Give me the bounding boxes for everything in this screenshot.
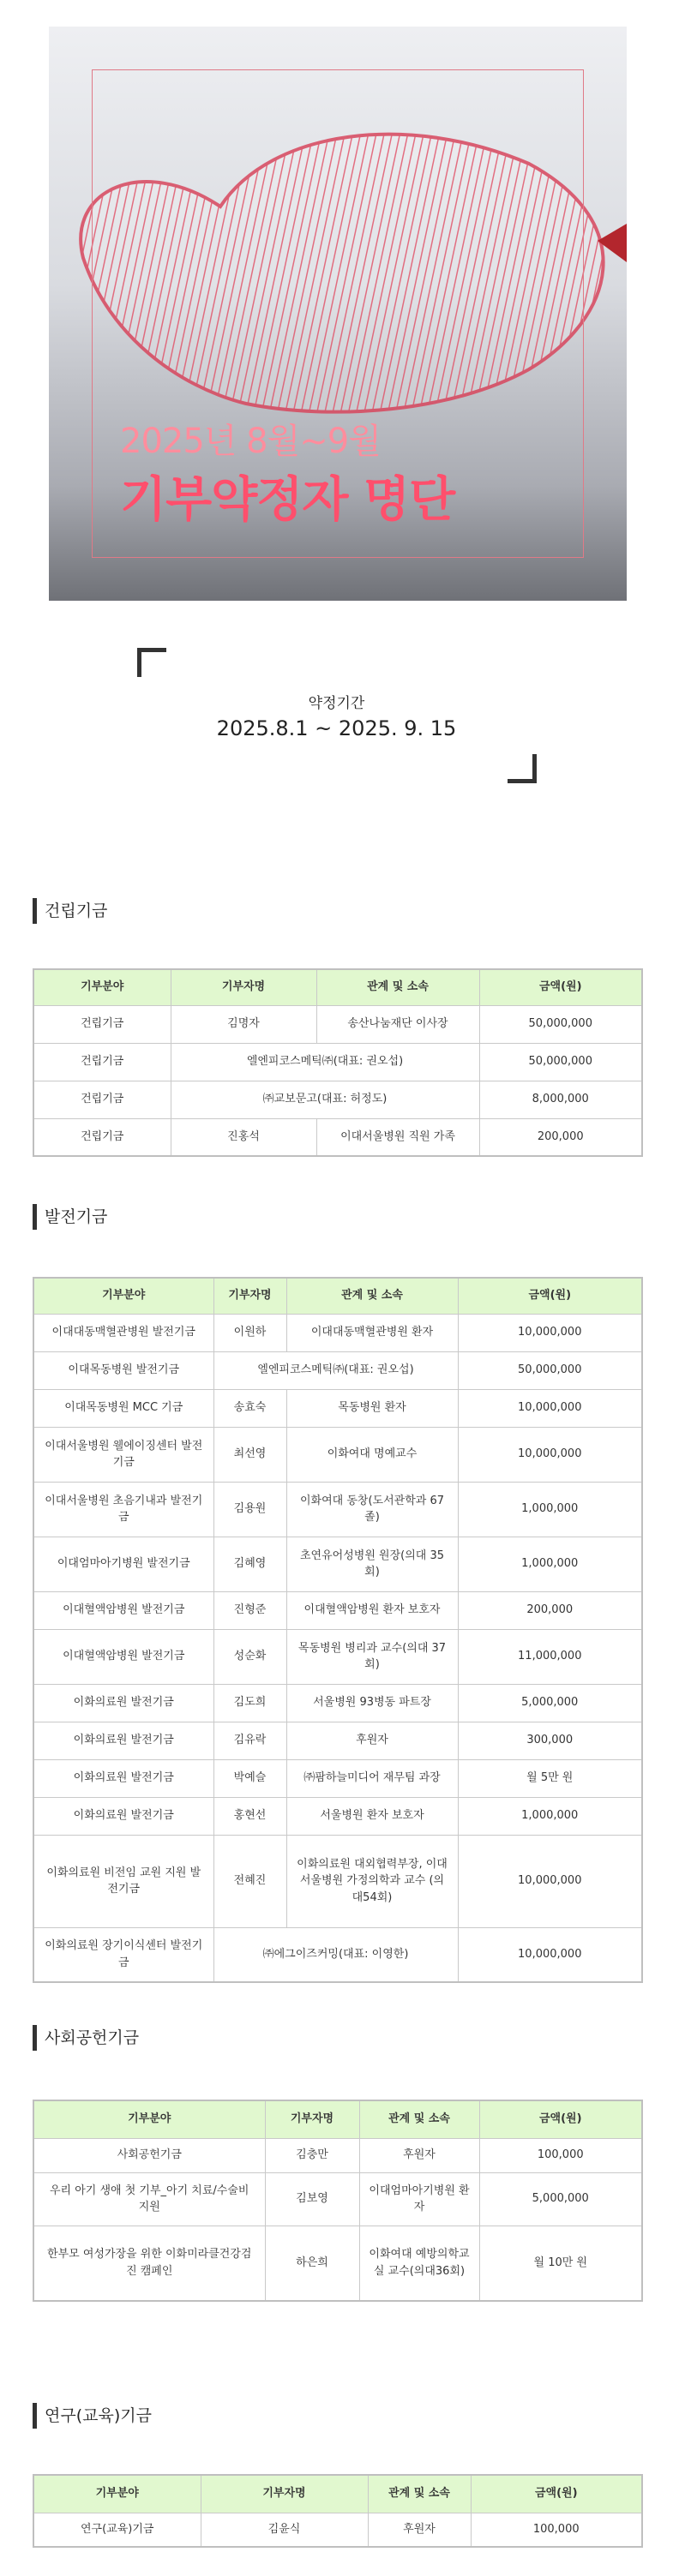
donor-cell: 엘엔피코스메틱㈜(대표: 권오섭) — [171, 1043, 479, 1081]
table-row — [33, 1043, 642, 1081]
amount-cell: 8,000,000 — [479, 1081, 642, 1118]
research-fund-table — [33, 2474, 643, 2548]
table-row — [33, 1005, 642, 1043]
field-cell: 이대대동맥혈관병원 발전기금 — [33, 1314, 213, 1351]
amount-cell: 10,000,000 — [458, 1389, 642, 1427]
column-header: 기부분야 — [33, 969, 171, 1005]
field-cell: 연구(교육)기금 — [33, 2513, 201, 2547]
affiliation-cell: 서울병원 93병동 파트장 — [286, 1684, 458, 1722]
amount-cell: 1,000,000 — [458, 1797, 642, 1835]
field-cell: 이화의료원 발전기금 — [33, 1759, 213, 1797]
column-header: 관계 및 소속 — [286, 1278, 458, 1314]
table-row — [33, 2226, 642, 2301]
table-header-row — [33, 969, 642, 1005]
donor-cell: 진형준 — [213, 1591, 286, 1629]
field-cell: 이화의료원 비전임 교원 지원 발전기금 — [33, 1835, 213, 1927]
table-header-row — [33, 2100, 642, 2138]
amount-cell: 10,000,000 — [458, 1314, 642, 1351]
table-row — [33, 1629, 642, 1684]
table-row — [33, 2138, 642, 2172]
donor-cell: 성순화 — [213, 1629, 286, 1684]
column-header: 관계 및 소속 — [359, 2100, 479, 2138]
table-row — [33, 1684, 642, 1722]
amount-cell: 5,000,000 — [458, 1684, 642, 1722]
table-row — [33, 1835, 642, 1927]
table-row — [33, 1537, 642, 1591]
donor-cell: ㈜에그이즈커밍(대표: 이영한) — [213, 1927, 458, 1982]
amount-cell: 월 10만 원 — [479, 2226, 642, 2301]
table-row — [33, 2172, 642, 2226]
field-cell: 이대엄마아기병원 발전기금 — [33, 1537, 213, 1591]
section-title-development: 발전기금 — [33, 1204, 107, 1230]
table-row — [33, 1797, 642, 1835]
column-header: 기부자명 — [213, 1278, 286, 1314]
field-cell: 건립기금 — [33, 1005, 171, 1043]
affiliation-cell: 이대대동맥혈관병원 환자 — [286, 1314, 458, 1351]
column-header: 기부분야 — [33, 2475, 201, 2513]
affiliation-cell: 초연유어성병원 원장(의대 35회) — [286, 1537, 458, 1591]
donor-cell: 김보영 — [265, 2172, 359, 2226]
amount-cell: 11,000,000 — [458, 1629, 642, 1684]
donor-cell: 홍현선 — [213, 1797, 286, 1835]
table-row — [33, 1482, 642, 1537]
column-header: 기부분야 — [33, 1278, 213, 1314]
social-contribution-fund-table — [33, 2100, 643, 2302]
table-row — [33, 2513, 642, 2547]
donor-cell: 김충만 — [265, 2138, 359, 2172]
pledge-period — [0, 643, 673, 788]
field-cell: 우리 아기 생애 첫 기부_아기 치료/수술비 지원 — [33, 2172, 265, 2226]
section-title-research: 연구(교육)기금 — [33, 2403, 152, 2429]
amount-cell: 50,000,000 — [479, 1043, 642, 1081]
donor-cell: 김윤식 — [201, 2513, 368, 2547]
amount-cell: 50,000,000 — [479, 1005, 642, 1043]
field-cell: 이대서울병원 웰에이징센터 발전기금 — [33, 1427, 213, 1482]
field-cell: 이대목동병원 발전기금 — [33, 1351, 213, 1389]
amount-cell: 100,000 — [471, 2513, 642, 2547]
field-cell: 이화의료원 발전기금 — [33, 1797, 213, 1835]
amount-cell: 200,000 — [458, 1591, 642, 1629]
donor-cell: 전혜진 — [213, 1835, 286, 1927]
amount-cell: 300,000 — [458, 1722, 642, 1759]
affiliation-cell: 이화여대 동창(도서관학과 67졸) — [286, 1482, 458, 1537]
section-title-social: 사회공헌기금 — [33, 2025, 139, 2051]
affiliation-cell: 이화여대 예방의학교실 교수(의대36회) — [359, 2226, 479, 2301]
column-header: 관계 및 소속 — [368, 2475, 471, 2513]
corner-bracket-top-left — [137, 648, 166, 677]
donor-cell: 이원하 — [213, 1314, 286, 1351]
column-header: 금액(원) — [471, 2475, 642, 2513]
field-cell: 건립기금 — [33, 1043, 171, 1081]
hero-title: 기부약정자 명단 — [120, 472, 455, 528]
field-cell: 건립기금 — [33, 1081, 171, 1118]
donor-cell: 김혜영 — [213, 1537, 286, 1591]
field-cell: 이화의료원 발전기금 — [33, 1684, 213, 1722]
table-row — [33, 1591, 642, 1629]
affiliation-cell: 후원자 — [359, 2138, 479, 2172]
field-cell: 이대혈액암병원 발전기금 — [33, 1591, 213, 1629]
donor-cell: 김유락 — [213, 1722, 286, 1759]
donor-cell: 김명자 — [171, 1005, 316, 1043]
table-row — [33, 1722, 642, 1759]
donor-cell: 엘엔피코스메틱㈜(대표: 권오섭) — [213, 1351, 458, 1389]
hero-banner — [49, 27, 627, 601]
table-row — [33, 1759, 642, 1797]
affiliation-cell: 이대혈액암병원 환자 보호자 — [286, 1591, 458, 1629]
field-cell: 건립기금 — [33, 1118, 171, 1156]
affiliation-cell: 이화의료원 대외협력부장, 이대서울병원 가정의학과 교수 (의대54회) — [286, 1835, 458, 1927]
field-cell: 이화의료원 장기이식센터 발전기금 — [33, 1927, 213, 1982]
affiliation-cell: 이대서울병원 직원 가족 — [316, 1118, 479, 1156]
section-title-construction: 건립기금 — [33, 898, 107, 924]
hero-subtitle: 2025년 8월~9월 — [120, 422, 381, 461]
column-header: 금액(원) — [458, 1278, 642, 1314]
column-header: 기부자명 — [265, 2100, 359, 2138]
affiliation-cell: 이화여대 명예교수 — [286, 1427, 458, 1482]
amount-cell: 5,000,000 — [479, 2172, 642, 2226]
affiliation-cell: 후원자 — [368, 2513, 471, 2547]
table-row — [33, 1118, 642, 1156]
donor-cell: 진홍석 — [171, 1118, 316, 1156]
column-header: 금액(원) — [479, 2100, 642, 2138]
column-header: 기부자명 — [171, 969, 316, 1005]
amount-cell: 1,000,000 — [458, 1537, 642, 1591]
affiliation-cell: 목동병원 환자 — [286, 1389, 458, 1427]
affiliation-cell: 목동병원 병리과 교수(의대 37회) — [286, 1629, 458, 1684]
column-header: 기부자명 — [201, 2475, 368, 2513]
field-cell: 이대서울병원 초음기내과 발전기금 — [33, 1482, 213, 1537]
column-header: 금액(원) — [479, 969, 642, 1005]
table-row — [33, 1081, 642, 1118]
amount-cell: 10,000,000 — [458, 1927, 642, 1982]
amount-cell: 200,000 — [479, 1118, 642, 1156]
field-cell: 사회공헌기금 — [33, 2138, 265, 2172]
amount-cell: 50,000,000 — [458, 1351, 642, 1389]
table-row — [33, 1314, 642, 1351]
field-cell: 이대목동병원 MCC 기금 — [33, 1389, 213, 1427]
affiliation-cell: 후원자 — [286, 1722, 458, 1759]
donor-cell: 최선영 — [213, 1427, 286, 1482]
amount-cell: 1,000,000 — [458, 1482, 642, 1537]
donor-cell: 박예슬 — [213, 1759, 286, 1797]
amount-cell: 10,000,000 — [458, 1835, 642, 1927]
field-cell: 한부모 여성가장을 위한 이화미라클건강검진 캠페인 — [33, 2226, 265, 2301]
construction-fund-table — [33, 968, 643, 1157]
table-header-row — [33, 2475, 642, 2513]
column-header: 관계 및 소속 — [316, 969, 479, 1005]
donor-cell: ㈜교보문고(대표: 허정도) — [171, 1081, 479, 1118]
affiliation-cell: ㈜팜하늘미디어 재무팀 과장 — [286, 1759, 458, 1797]
amount-cell: 100,000 — [479, 2138, 642, 2172]
donor-cell: 김용원 — [213, 1482, 286, 1537]
amount-cell: 월 5만 원 — [458, 1759, 642, 1797]
period-value: 2025.8.1 ~ 2025. 9. 15 — [216, 716, 457, 740]
table-row — [33, 1427, 642, 1482]
donor-cell: 하은희 — [265, 2226, 359, 2301]
donor-cell: 송효숙 — [213, 1389, 286, 1427]
period-label: 약정기간 — [308, 695, 365, 712]
corner-bracket-bottom-right — [508, 754, 537, 783]
table-row — [33, 1351, 642, 1389]
table-row — [33, 1389, 642, 1427]
development-fund-table — [33, 1277, 643, 1983]
field-cell: 이화의료원 발전기금 — [33, 1722, 213, 1759]
column-header: 기부분야 — [33, 2100, 265, 2138]
affiliation-cell: 송산나눔재단 이사장 — [316, 1005, 479, 1043]
table-row — [33, 1927, 642, 1982]
affiliation-cell: 이대엄마아기병원 환자 — [359, 2172, 479, 2226]
affiliation-cell: 서울병원 환자 보호자 — [286, 1797, 458, 1835]
donor-cell: 김도희 — [213, 1684, 286, 1722]
field-cell: 이대혈액암병원 발전기금 — [33, 1629, 213, 1684]
amount-cell: 10,000,000 — [458, 1427, 642, 1482]
table-header-row — [33, 1278, 642, 1314]
